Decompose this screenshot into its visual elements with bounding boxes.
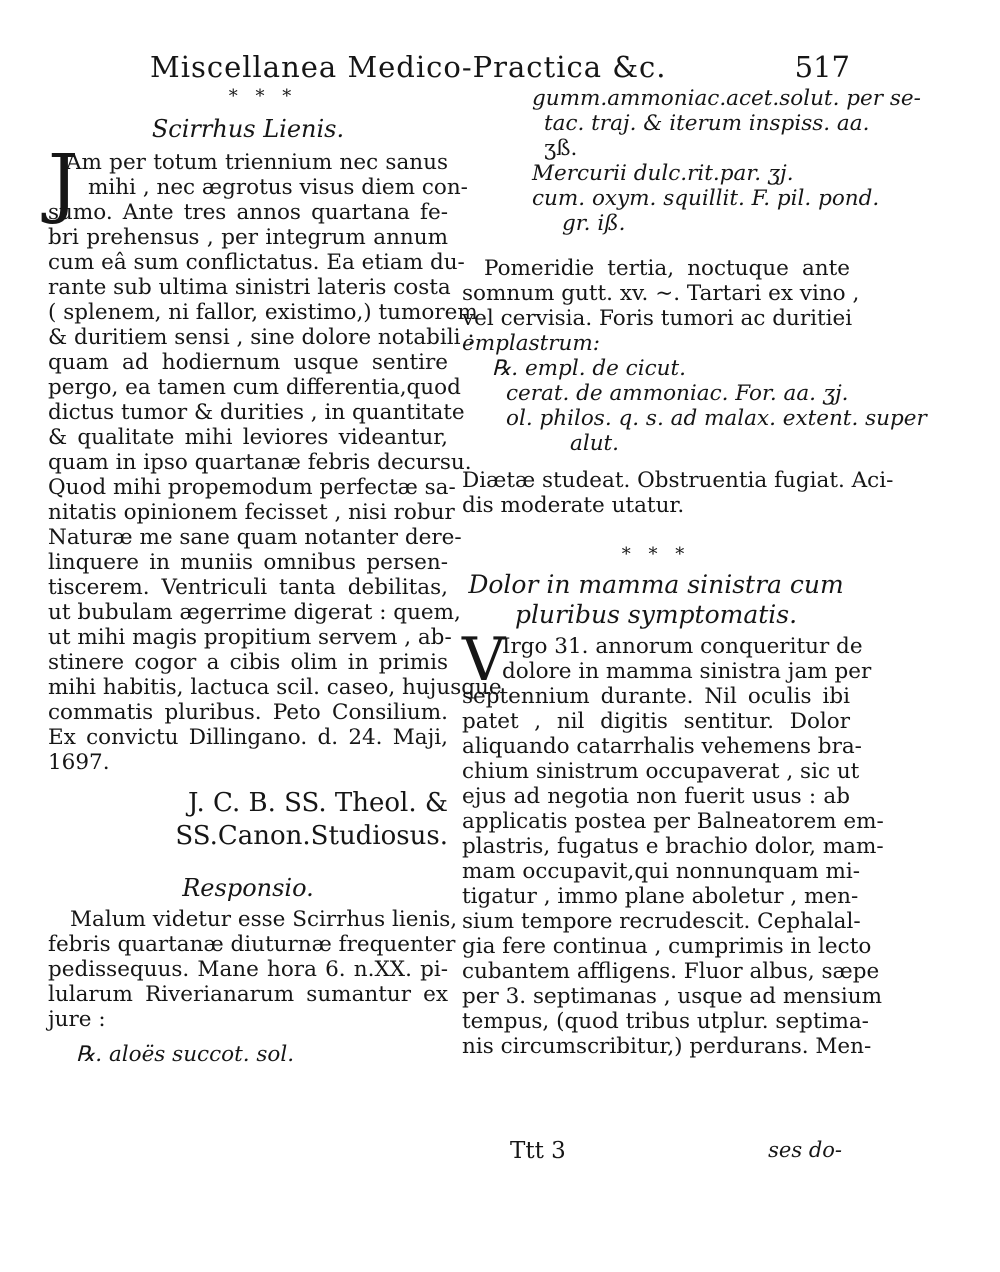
text-line: & qualitate mihi leviores videantur, <box>48 425 448 450</box>
text-line: commatis pluribus. Peto Consilium. <box>48 700 448 725</box>
right-column <box>462 86 927 1059</box>
text-line: tiscerem. Ventriculi tanta debilitas, <box>48 575 448 600</box>
asterism: * * * <box>228 86 298 107</box>
text-line: pergo, ea tamen cum differentia,quod <box>48 375 461 400</box>
text-line: Irgo 31. annorum conqueritur de <box>502 634 863 659</box>
section-title: Dolor in mamma sinistra cum <box>468 570 844 599</box>
text-line: Malum videtur esse Scirrhus lienis, <box>70 907 458 932</box>
text-line: vel cervisia. Foris tumori ac duritiei <box>462 306 853 331</box>
drop-cap: J <box>48 137 79 226</box>
recipe-line: tac. traj. & iterum inspiss. aa. <box>544 111 870 136</box>
text-line: & duritiem sensi , sine dolore notabili : <box>48 325 475 350</box>
text-line: dictus tumor & durities , in quantitate <box>48 400 465 425</box>
text-line: somnum gutt. xv. ∼. Tartari ex vino , <box>462 281 860 306</box>
text-line: plastris, fugatus e brachio dolor, mam- <box>462 834 884 859</box>
text-line: mam occupavit,qui nonnunquam mi- <box>462 859 861 884</box>
recipe-line: cerat. de ammoniac. For. aa. ʒj. <box>506 381 849 406</box>
text-line: Quod mihi propemodum perfectæ sa- <box>48 475 456 500</box>
recipe-line: ℞. empl. de cicut. <box>492 356 686 381</box>
text-line: ut mihi magis propitium servem , ab- <box>48 625 452 650</box>
text-line: tigatur , immo plane aboletur , men- <box>462 884 859 909</box>
catchword: ses do- <box>768 1138 842 1162</box>
text-line: emplastrum: <box>462 331 600 356</box>
text-line: sium tempore recrudescit. Cephalal- <box>462 909 861 934</box>
text-line: patet , nil digitis sentitur. Dolor <box>462 709 850 734</box>
text-line: Am per totum triennium nec sanus <box>66 150 448 175</box>
drop-cap: V <box>462 625 506 695</box>
text-line: cubantem affligens. Fluor albus, sæpe <box>462 959 880 984</box>
text-line: nis circumscribitur,) perdurans. Men- <box>462 1034 872 1059</box>
recipe-line: gr. iß. <box>562 211 626 236</box>
text-line: applicatis postea per Balneatorem em- <box>462 809 884 834</box>
text-line: cum eâ sum conflictatus. Ea etiam du- <box>48 250 465 275</box>
text-line: jure : <box>48 1007 106 1032</box>
recipe-line: cum. oxym. squillit. F. pil. pond. <box>532 186 880 211</box>
text-line: bri prehensus , per integrum annum <box>48 225 448 250</box>
left-column <box>48 86 502 1067</box>
recipe-line: alut. <box>570 431 620 456</box>
section-title: Scirrhus Lienis. <box>151 115 345 143</box>
text-line: quam ad hodiernum usque sentire <box>48 350 448 375</box>
text-line: ( splenem, ni fallor, existimo,) tumorem <box>48 300 478 325</box>
text-line: 1697. <box>48 750 110 775</box>
section-title: pluribus symptomatis. <box>514 600 798 629</box>
recipe-line: ʒß. <box>544 136 578 161</box>
text-line: quam in ipso quartanæ febris decursu. <box>48 450 472 475</box>
text-line: rante sub ultima sinistri lateris costa <box>48 275 451 300</box>
text-line: sumo. Ante tres annos quartana fe- <box>48 200 448 225</box>
text-line: pedissequus. Mane hora 6. n.XX. pi- <box>48 957 448 982</box>
text-line: Diætæ studeat. Obstruentia fugiat. Aci- <box>462 468 894 493</box>
recipe-line: Mercurii dulc.rit.par. ʒj. <box>532 161 794 186</box>
text-line: linquere in muniis omnibus persen- <box>48 550 448 575</box>
asterism: * * * <box>621 544 691 565</box>
scirrhus-text <box>48 137 502 775</box>
signature-mark: Ttt 3 <box>510 1138 566 1164</box>
text-line: ut bubulam ægerrime digerat : quem, <box>48 600 461 625</box>
text-line: aliquando catarrhalis vehemens bra- <box>462 734 862 759</box>
signature-line: J. C. B. SS. Theol. & <box>188 788 448 818</box>
text-line: febris quartanæ diuturnæ frequenter <box>48 932 456 957</box>
text-line: Ex convictu Dillingano. d. 24. Maji, <box>48 725 448 750</box>
dolor-text <box>462 625 884 1059</box>
text-line: nitatis opinionem fecisset , nisi robur <box>48 500 455 525</box>
text-line: tempus, (quod tribus utplur. septima- <box>462 1009 869 1034</box>
recipe-line: ℞. aloës succot. sol. <box>76 1042 295 1067</box>
text-line: per 3. septimanas , usque ad mensium <box>462 984 882 1009</box>
recipe-line: gumm.ammoniac.acet.solut. per se- <box>532 86 921 111</box>
text-line: chium sinistrum occupaverat , sic ut <box>462 759 860 784</box>
recipe-line: ol. philos. q. s. ad malax. extent. super <box>506 406 927 431</box>
page-number: 517 <box>794 50 850 84</box>
text-line: dis moderate utatur. <box>462 493 685 518</box>
text-line: stinere cogor a cibis olim in primis <box>48 650 448 675</box>
page-footer <box>462 1138 842 1168</box>
text-line: Naturæ me sane quam notanter dere- <box>48 525 462 550</box>
text-line: septennium durante. Nil oculis ibi <box>462 684 850 709</box>
text-line: gia fere continua , cumprimis in lecto <box>462 934 872 959</box>
signature-line: SS.Canon.Studiosus. <box>175 821 448 851</box>
running-head: Miscellanea Medico-Practica &c. <box>150 50 667 84</box>
text-line: ejus ad negotia non fuerit usus : ab <box>462 784 850 809</box>
text-line: mihi habitis, lactuca scil. caseo, hujusque <box>48 675 502 700</box>
text-line: mihi , nec ægrotus visus diem con- <box>88 175 468 200</box>
text-line: dolore in mamma sinistra jam per <box>502 659 872 684</box>
text-line: Pomeridie tertia, noctuque ante <box>484 256 850 281</box>
responsio-title: Responsio. <box>182 874 314 902</box>
text-line: lularum Riverianarum sumantur ex <box>48 982 448 1007</box>
